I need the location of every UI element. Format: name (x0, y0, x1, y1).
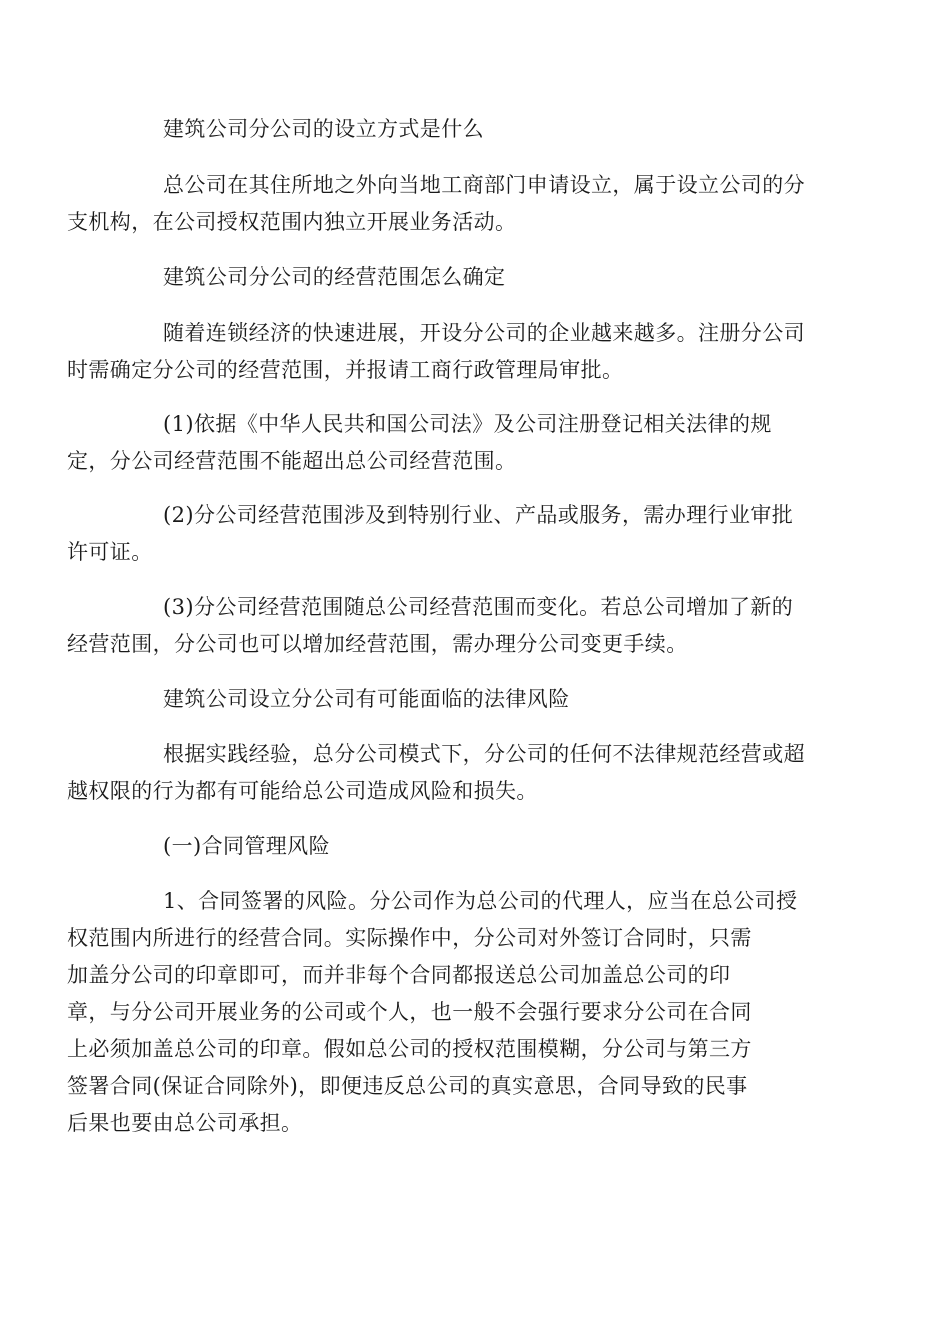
heading-setup-method (115, 111, 835, 148)
text-line: (一)合同管理风险 (163, 834, 330, 858)
text-line: 建筑公司分公司的经营范围怎么确定 (163, 265, 506, 289)
text-line: 建筑公司设立分公司有可能面临的法律风险 (163, 687, 570, 711)
text-line: 建筑公司分公司的设立方式是什么 (163, 117, 484, 141)
paragraph-scope-item-1 (67, 406, 835, 480)
text-line: 加盖分公司的印章即可，而并非每个合同都报送总公司加盖总公司的印 (67, 963, 731, 987)
text-line: 章，与分公司开展业务的公司或个人，也一般不会强行要求分公司在合同 (67, 1000, 752, 1024)
paragraph-risks-intro (67, 736, 835, 810)
text-line: 签署合同(保证合同除外)，即便违反总公司的真实意思，合同导致的民事 (67, 1074, 748, 1098)
text-line: 定，分公司经营范围不能超出总公司经营范围。 (67, 449, 517, 473)
text-line: 上必须加盖总公司的印章。假如总公司的授权范围模糊，分公司与第三方 (67, 1037, 752, 1061)
text-line: 总公司在其住所地之外向当地工商部门申请设立，属于设立公司的分 (163, 173, 805, 197)
paragraph-scope-intro (67, 315, 835, 389)
paragraph-scope-item-3 (67, 589, 835, 663)
text-line: (2)分公司经营范围涉及到特别行业、产品或服务，需办理行业审批 (163, 503, 794, 527)
heading-legal-risks (115, 681, 835, 718)
text-line: 后果也要由总公司承担。 (67, 1111, 303, 1135)
paragraph-contract-signing-risk (67, 883, 835, 1142)
heading-contract-risk (115, 828, 835, 865)
text-line: 随着连锁经济的快速进展，开设分公司的企业越来越多。注册分公司 (163, 321, 805, 345)
heading-business-scope (115, 259, 835, 296)
text-line: (3)分公司经营范围随总公司经营范围而变化。若总公司增加了新的 (163, 595, 794, 619)
text-line: 根据实践经验，总分公司模式下，分公司的任何不法律规范经营或超 (163, 742, 805, 766)
paragraph-setup-answer (67, 167, 835, 241)
text-line: 经营范围，分公司也可以增加经营范围，需办理分公司变更手续。 (67, 632, 688, 656)
paragraph-scope-item-2 (67, 497, 835, 571)
text-line: (1)依据《中华人民共和国公司法》及公司注册登记相关法律的规 (163, 412, 772, 436)
text-line: 许可证。 (67, 540, 153, 564)
text-line: 权范围内所进行的经营合同。实际操作中，分公司对外签订合同时，只需 (67, 926, 752, 950)
text-line: 支机构，在公司授权范围内独立开展业务活动。 (67, 210, 517, 234)
text-line: 时需确定分公司的经营范围，并报请工商行政管理局审批。 (67, 358, 624, 382)
text-line: 越权限的行为都有可能给总公司造成风险和损失。 (67, 779, 538, 803)
text-line: 1、合同签署的风险。分公司作为总公司的代理人，应当在总公司授 (163, 889, 798, 913)
